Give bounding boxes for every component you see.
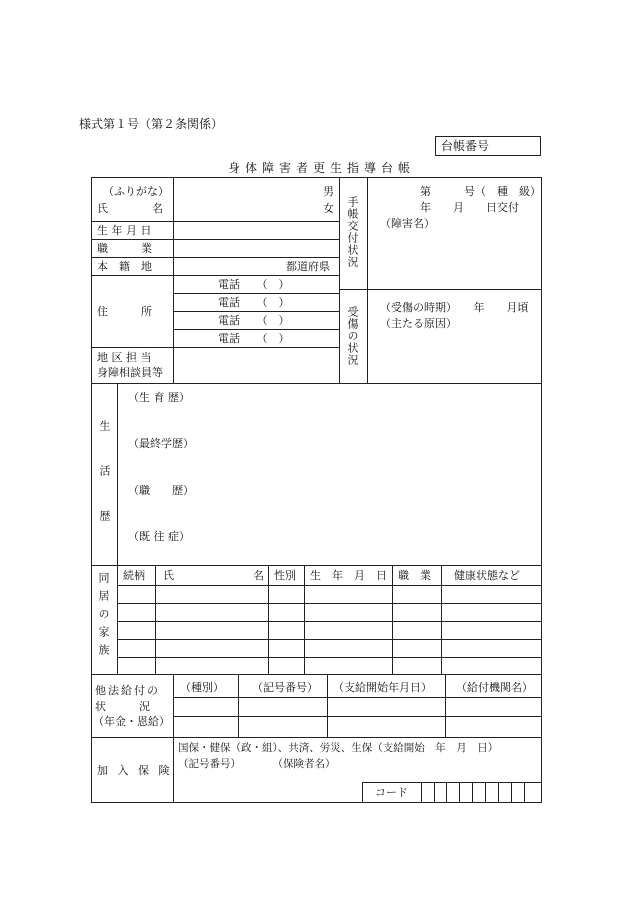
- furigana-label: （ふりがな）: [103, 185, 169, 198]
- insurance-types: 国保・健保（政・組）、共済、労災、生保（支給開始 年 月 日）: [178, 742, 499, 754]
- benefit-header-number: （記号番号）: [252, 681, 318, 694]
- female-label: 女: [323, 202, 334, 215]
- benefit-header-type: （種別）: [180, 681, 224, 694]
- injury-status-label: 受傷の状況: [346, 306, 359, 366]
- code-label: コード: [375, 786, 408, 799]
- insurance-details: （記号番号） （保険者名）: [178, 758, 336, 770]
- family-label: 同居の家族: [97, 572, 110, 662]
- phone-label-2: 電話 （ ）: [218, 296, 290, 309]
- name-label: 氏 名: [97, 202, 163, 215]
- handbook-issue-date: 年 月 日交付: [420, 201, 519, 214]
- domicile-label: 本 籍 地: [97, 260, 152, 273]
- family-header-relation: 続柄: [123, 569, 145, 582]
- other-benefits-label-line1: 他法給付の: [95, 684, 160, 697]
- benefit-header-agency: （給付機関名）: [456, 681, 533, 694]
- life-item-education: （最終学歴）: [128, 437, 194, 450]
- family-header-sex: 性別: [274, 569, 296, 582]
- dob-label: 生 年 月 日: [97, 224, 152, 237]
- prefecture-label: 都道府県: [286, 260, 330, 273]
- injury-time-label: （受傷の時期） 年 月頃: [380, 301, 529, 314]
- family-header-name-1: 氏: [163, 569, 174, 582]
- other-benefits-label-line2: 状 況: [95, 700, 150, 713]
- handbook-status-label: 手帳交付状況: [346, 196, 359, 268]
- code-digit-box[interactable]: [421, 782, 422, 802]
- counselor-label-line1: 地 区 担 当: [97, 351, 152, 364]
- male-label: 男: [323, 185, 334, 198]
- family-header-occupation: 職 業: [398, 569, 431, 582]
- family-header-name-2: 名: [253, 569, 264, 582]
- handbook-number: 第 号（ 種 級）: [420, 185, 541, 198]
- life-item-upbringing: （生 育 歴）: [128, 391, 190, 404]
- life-history-label: 生活歴: [98, 420, 111, 555]
- other-benefits-label-line3: （年金・恩給）: [93, 715, 170, 728]
- register-number-box[interactable]: [435, 136, 541, 156]
- benefit-header-start-date: （支給開始年月日）: [333, 681, 432, 694]
- page-title: 身体障害者更生指導台帳: [228, 161, 416, 175]
- register-number-label: 台帳番号: [441, 139, 490, 153]
- counselor-label-line2: 身障相談員等: [97, 366, 163, 379]
- insurance-label: 加 入 保 険: [97, 764, 173, 777]
- life-item-work: （職 歴）: [128, 484, 194, 497]
- life-item-medical: （既 往 症）: [128, 530, 190, 543]
- family-header-dob: 生 年 月 日: [310, 569, 387, 582]
- phone-label-1: 電話 （ ）: [218, 278, 290, 291]
- injury-cause-label: （主たる原因）: [380, 317, 457, 330]
- phone-label-3: 電話 （ ）: [218, 314, 290, 327]
- family-header-health: 健康状態など: [454, 569, 520, 582]
- phone-label-4: 電話 （ ）: [218, 332, 290, 345]
- form-number-label: 様式第１号（第２条関係）: [79, 117, 224, 131]
- disability-name-label: （障害名）: [380, 217, 435, 230]
- address-label: 住 所: [97, 305, 152, 318]
- occupation-label: 職 業: [97, 242, 152, 255]
